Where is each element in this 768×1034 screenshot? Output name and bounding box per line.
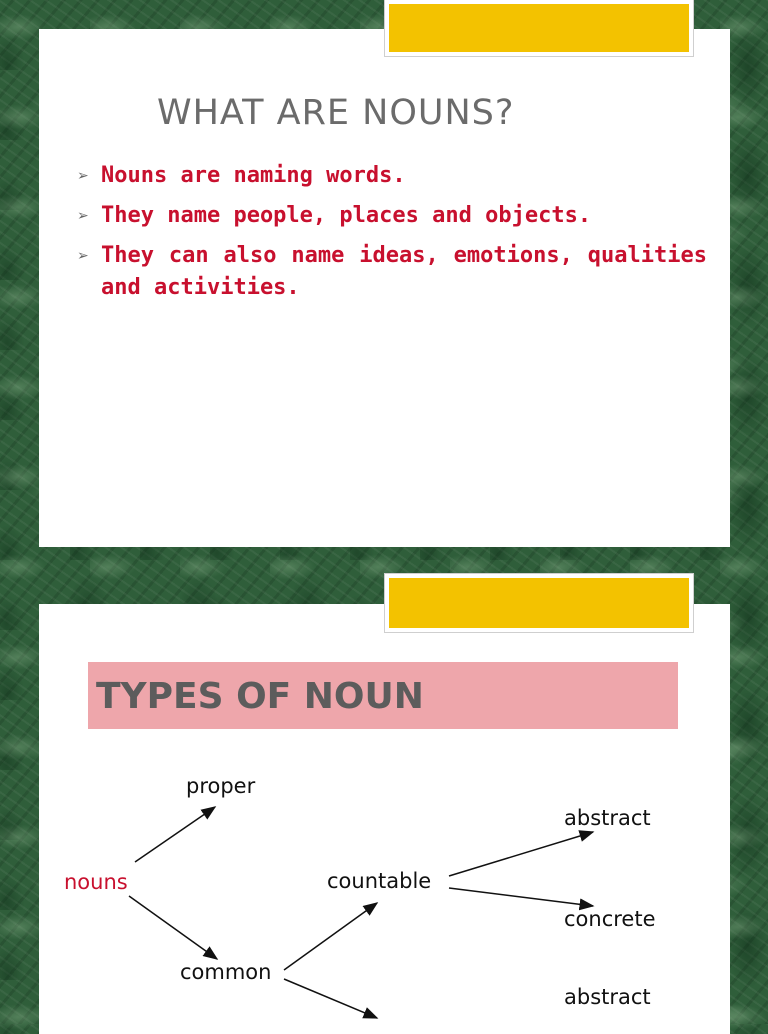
- arrow-common-uncountable: [284, 979, 377, 1018]
- arrow-nouns-common: [129, 896, 217, 959]
- slide-what-are-nouns: [39, 29, 730, 547]
- arrow-nouns-proper: [135, 807, 215, 862]
- node-nouns: nouns: [64, 870, 128, 894]
- slide-title: TYPES OF NOUN: [96, 676, 424, 717]
- node-abstract: abstract: [564, 806, 651, 830]
- bullet-arrow-icon: ➢: [77, 248, 89, 264]
- arrow-common-countable: [284, 903, 377, 970]
- node-proper: proper: [186, 774, 256, 798]
- bullet-text: They can also name ideas, emotions, qualities and activities.: [101, 243, 707, 300]
- arrow-countable-concrete: [449, 888, 593, 906]
- bullet-text: Nouns are naming words.: [101, 163, 406, 188]
- slide-title: WHAT ARE NOUNS?: [157, 93, 515, 133]
- node-countable: countable: [327, 869, 432, 893]
- slide-accent-tab: [385, 0, 693, 56]
- node-concrete: concrete: [564, 907, 656, 931]
- bullet-arrow-icon: ➢: [77, 208, 89, 224]
- arrow-countable-abstract: [449, 832, 593, 876]
- node-abstract: abstract: [564, 985, 651, 1009]
- slide-accent-tab: [385, 574, 693, 632]
- node-common: common: [180, 960, 272, 984]
- bullet-list: [77, 160, 707, 312]
- bullet-item: [77, 240, 707, 304]
- bullet-item: [77, 160, 707, 192]
- bullet-arrow-icon: ➢: [77, 168, 89, 184]
- bullet-text: They name people, places and objects.: [101, 203, 592, 228]
- slide-types-of-noun: [39, 604, 730, 1034]
- bullet-item: [77, 200, 707, 232]
